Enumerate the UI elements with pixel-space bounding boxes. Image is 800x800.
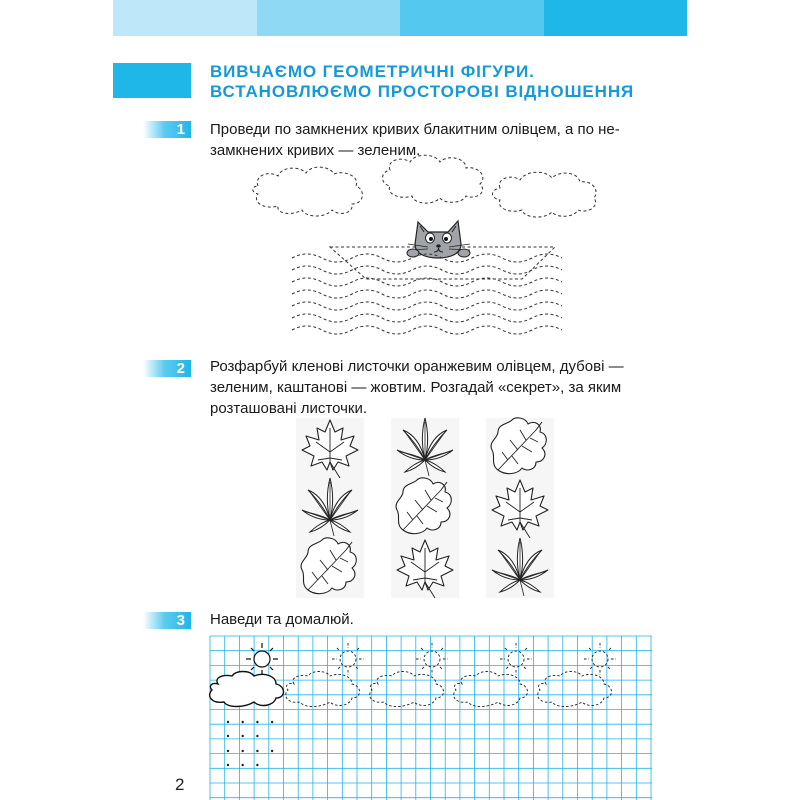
grid-dot (227, 735, 229, 737)
grid-dot (227, 721, 229, 723)
task-2-number: 2 (176, 360, 185, 377)
grid-dot (242, 750, 244, 752)
dashed-cloud[interactable] (454, 672, 528, 707)
solid-cloud (210, 672, 284, 707)
grid-dot (227, 764, 229, 766)
grid-dot (242, 735, 244, 737)
task-2-text-line: зеленим, каштанові — жовтим. Розгадай «секрет», за яким (210, 379, 622, 396)
task-3-number: 3 (176, 612, 185, 629)
dashed-sun-icon[interactable] (332, 643, 364, 675)
task-3-text-line: Наведи та домалюй. (210, 611, 354, 628)
task-2-text-line: розташовані листочки. (210, 400, 368, 417)
dashed-sun-icon[interactable] (500, 643, 532, 675)
grid-dot (256, 735, 258, 737)
task-1-number: 1 (176, 121, 185, 138)
grid-dot (256, 750, 258, 752)
dashed-cloud[interactable] (538, 672, 612, 707)
grid-dot (256, 721, 258, 723)
dashed-sun-icon[interactable] (584, 643, 616, 675)
grid-dot (227, 750, 229, 752)
grid-dot (242, 764, 244, 766)
dashed-cloud[interactable] (286, 672, 360, 707)
dashed-sun-icon[interactable] (416, 643, 448, 675)
dashed-cloud[interactable] (370, 672, 444, 707)
page-title-line-2: ВСТАНОВЛЮЄМО ПРОСТОРОВІ ВІДНОШЕННЯ (210, 82, 635, 101)
page-number: 2 (175, 775, 185, 794)
page-title-line-1: ВИВЧАЄМО ГЕОМЕТРИЧНІ ФІГУРИ. (210, 62, 535, 81)
grid-dot (242, 721, 244, 723)
task-1-text-line: Проведи по замкнених кривих блакитним олівцем, а по не- (210, 121, 620, 138)
task-2-text-line: Розфарбуй кленові листочки оранжевим олівцем, дубові — (210, 358, 624, 375)
grid-dot (271, 721, 273, 723)
task-1-text-line: замкнених кривих — зеленим. (210, 142, 421, 159)
grid-dot (271, 750, 273, 752)
sun-icon (246, 643, 278, 675)
grid-dot (256, 764, 258, 766)
